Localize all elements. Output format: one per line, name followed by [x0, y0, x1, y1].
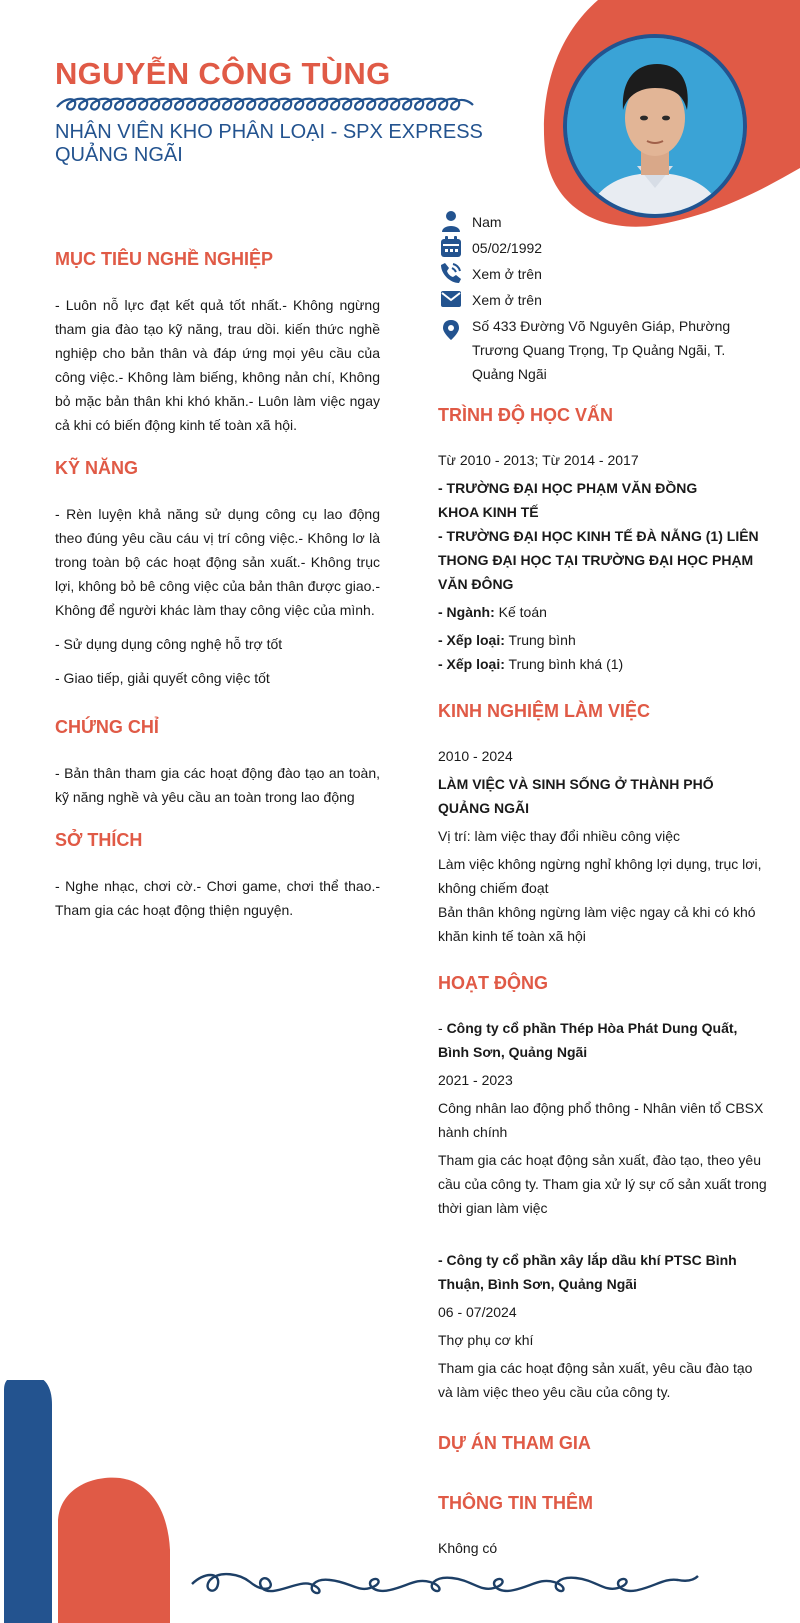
- experience-position: Vị trí: làm việc thay đổi nhiều công việc: [438, 828, 681, 844]
- education-school-2: - TRƯỜNG ĐẠI HỌC KINH TẾ ĐÀ NẴNG (1) LIÊN THONG ĐẠI HỌC TẠI TRƯỜNG ĐẠI HỌC PHẠM VĂN ĐÔNG: [438, 528, 759, 592]
- experience-title: LÀM VIỆC VÀ SINH SỐNG Ở THÀNH PHỐ QUẢNG NGÃI: [438, 776, 714, 816]
- education-major: [438, 600, 768, 624]
- phone-value: Xem ở trên: [472, 266, 542, 282]
- major-label: - Ngành:: [438, 604, 495, 620]
- address-value: Số 433 Đường Võ Nguyên Giáp, Phường Trương Quang Trọng, Tp Quảng Ngãi, T. Quảng Ngãi: [472, 318, 731, 382]
- activities-heading: HOẠT ĐỘNG: [438, 973, 548, 993]
- grade-label: - Xếp loại:: [438, 656, 505, 672]
- activity-role: Công nhân lao động phổ thông - Nhân viên tổ CBSX hành chính: [438, 1100, 764, 1140]
- experience-period: 2010 - 2024: [438, 748, 513, 764]
- email-value: Xem ở trên: [472, 292, 542, 308]
- decor-squiggle-top: [55, 95, 475, 117]
- phone-icon: [440, 262, 462, 284]
- skills-list: [55, 502, 380, 690]
- experience-desc: Làm việc không ngừng nghỉ không lợi dụng, trục lơi, không chiếm đoạt: [438, 856, 762, 896]
- grade-value: Trung bình khá (1): [504, 656, 624, 672]
- hobbies-heading: SỞ THÍCH: [55, 830, 143, 850]
- activities-block: [438, 1016, 768, 1404]
- activity-role: Thợ phụ cơ khí: [438, 1332, 534, 1348]
- skill-item: - Sử dụng dụng công nghệ hỗ trợ tốt: [55, 636, 283, 652]
- experience-desc: Bản thân không ngừng làm việc ngay cả khi có khó khăn kinh tế toàn xã hội: [438, 904, 756, 944]
- major-value: Kế toán: [494, 604, 547, 620]
- contact-gender: [440, 210, 770, 234]
- activity-period: 2021 - 2023: [438, 1072, 513, 1088]
- mail-icon: [440, 288, 462, 310]
- activity-desc: Tham gia các hoạt động sản xuất, đào tạo, theo yêu cầu của công ty. Tham gia xử lý sự cố sản xuất trong thời gian làm việc: [438, 1152, 767, 1216]
- education-block: [438, 448, 768, 676]
- job-title: NHÂN VIÊN KHO PHÂN LOẠI - SPX EXPRESS QUẢNG NGÃI: [55, 121, 483, 166]
- hobbies-text: - Nghe nhạc, chơi cờ.- Chơi game, chơi thể thao.- Tham gia các hoạt động thiện nguyện.: [55, 878, 380, 918]
- education-school-1: - TRƯỜNG ĐẠI HỌC PHẠM VĂN ĐỒNG: [438, 480, 698, 496]
- skill-item: - Rèn luyện khả năng sử dụng công cụ lao động theo đúng yêu cầu cáu vị trí công việc.- Không lơ là trong toàn bộ các hoạt động sản xuất.- Không trục lợi, không bỏ bê công việc của bản thân được giao.- Không để người khác làm thay công việc của mình.: [55, 506, 380, 618]
- projects-heading: DỰ ÁN THAM GIA: [438, 1433, 591, 1453]
- education-grade-1: [438, 628, 768, 652]
- person-icon: [440, 210, 462, 232]
- location-pin-icon: [440, 319, 462, 341]
- contact-email: [440, 288, 770, 312]
- experience-heading: KINH NGHIỆM LÀM VIỆC: [438, 701, 651, 721]
- candidate-name: NGUYỄN CÔNG TÙNG: [55, 56, 391, 91]
- birthday-value: 05/02/1992: [472, 240, 543, 256]
- activity-org-name: Công ty cổ phần Thép Hòa Phát Dung Quất, Bình Sơn, Quảng Ngãi: [438, 1020, 738, 1060]
- education-grade-2: [438, 652, 768, 676]
- activity-dash: -: [438, 1020, 447, 1036]
- grade-label: - Xếp loại:: [438, 632, 505, 648]
- skills-heading: KỸ NĂNG: [55, 458, 139, 478]
- activity-org: [438, 1016, 768, 1064]
- activity-org-name: - Công ty cổ phần xây lắp dầu khí PTSC Bình Thuận, Bình Sơn, Quảng Ngãi: [438, 1252, 737, 1292]
- certificates-heading: CHỨNG CHỈ: [55, 717, 159, 737]
- experience-block: [438, 744, 768, 948]
- contact-phone: [440, 262, 770, 286]
- gender-value: Nam: [472, 214, 502, 230]
- objective-heading: MỤC TIÊU NGHỀ NGHIỆP: [55, 249, 274, 269]
- extra-text: Không có: [438, 1540, 498, 1556]
- grade-value: Trung bình: [504, 632, 576, 648]
- contact-birthday: [440, 236, 770, 260]
- objective-text: - Luôn nỗ lực đạt kết quả tốt nhất.- Không ngừng tham gia đào tạo kỹ năng, trau dồi. kiến thức nghề nghiệp cho bản thân và đáp ứng mọi yêu cầu của công việc.- Không làm biếng, không nản chí, Không bỏ mặc bản thân khi khó khăn.- Luôn làm việc ngay cả khi có biến động kinh tế toàn xã hội.: [55, 297, 380, 433]
- education-heading: TRÌNH ĐỘ HỌC VẤN: [438, 405, 613, 425]
- certificates-text: - Bản thân tham gia các hoạt động đào tạo an toàn, kỹ năng nghề và yêu cầu an toàn trong lao động: [55, 765, 380, 805]
- education-faculty: KHOA KINH TẾ: [438, 504, 539, 520]
- decor-squiggle-bottom: [190, 1570, 700, 1600]
- activity-desc: Tham gia các hoạt động sản xuất, yêu cầu đào tạo và làm việc theo yêu cầu của công ty.: [438, 1360, 753, 1400]
- profile-photo: [563, 34, 747, 218]
- calendar-icon: [440, 236, 462, 258]
- extra-heading: THÔNG TIN THÊM: [438, 1493, 593, 1513]
- education-period: Từ 2010 - 2013; Từ 2014 - 2017: [438, 452, 639, 468]
- contact-address: [440, 314, 770, 386]
- activity-period: 06 - 07/2024: [438, 1304, 517, 1320]
- skill-item: - Giao tiếp, giải quyết công việc tốt: [55, 670, 270, 686]
